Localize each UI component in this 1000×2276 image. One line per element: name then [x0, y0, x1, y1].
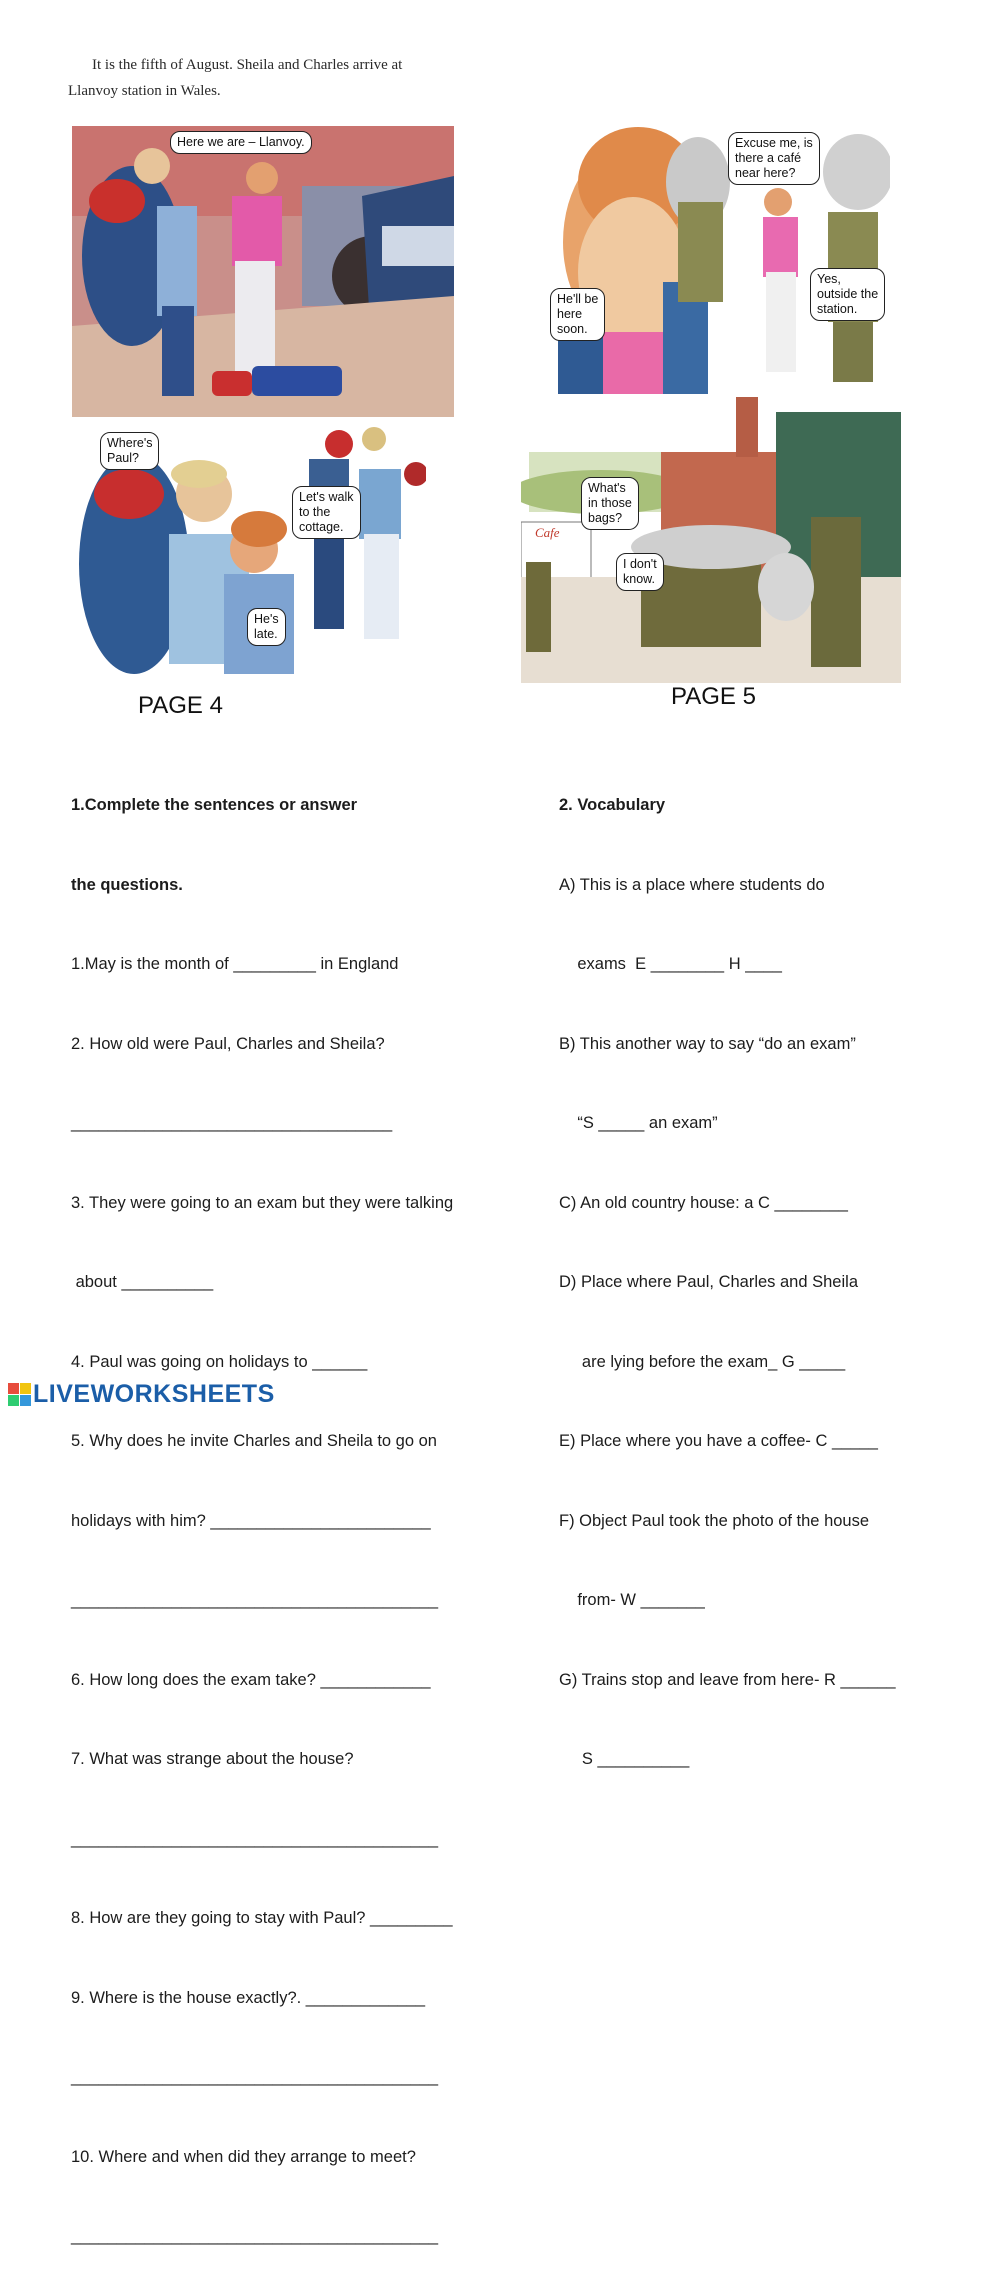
- vocab-line: are lying before the exam_ G _____: [559, 1352, 846, 1371]
- bubble-line: He's: [254, 612, 279, 626]
- speech-bubble: [616, 553, 664, 591]
- speech-bubble: [728, 132, 820, 185]
- bubble-line: late.: [254, 627, 278, 641]
- vocab-line: D) Place where Paul, Charles and Sheila: [559, 1273, 858, 1291]
- vocab-line: “S _____ an exam”: [559, 1114, 718, 1132]
- bubble-line: He'll be: [557, 292, 599, 306]
- intro-line-1: It is the fifth of August. Sheila and Charles arrive at: [92, 57, 403, 73]
- question-line: 10. Where and when did they arrange to meet?: [71, 2147, 416, 2166]
- bubble-line: outside the: [817, 287, 879, 301]
- bubble-line: bags?: [588, 511, 623, 525]
- question-line: about __________: [71, 1273, 214, 1291]
- question-line: holidays with him? ________________________: [71, 1511, 431, 1530]
- vocab-line: S __________: [559, 1750, 690, 1768]
- bubble-line: Yes,: [817, 272, 841, 286]
- intro-text: [68, 52, 488, 104]
- bubble-line: What's: [588, 481, 626, 495]
- bubble-line: near here?: [735, 166, 796, 180]
- bubble-line: to the: [299, 505, 331, 519]
- vocab-line: G) Trains stop and leave from here- R ______: [559, 1670, 896, 1689]
- speech-bubble: [292, 486, 361, 539]
- speech-bubble: [550, 288, 605, 341]
- comic-panel-bags: [521, 397, 901, 683]
- vocab-line: E) Place where you have a coffee- C _____: [559, 1432, 878, 1450]
- speech-bubble: [100, 432, 159, 470]
- question-line: 7. What was strange about the house?: [71, 1750, 354, 1768]
- speech-bubble: [581, 477, 639, 530]
- vocab-line: F) Object Paul took the photo of the house: [559, 1511, 870, 1530]
- question-line: 5. Why does he invite Charles and Sheila to go on: [71, 1432, 437, 1450]
- bubble-line: there a café: [735, 151, 802, 165]
- vocab-line: exams E ________ H ____: [559, 955, 782, 973]
- bags-illustration: [521, 397, 901, 683]
- question-line: 2. How old were Paul, Charles and Sheila?: [71, 1034, 385, 1053]
- speech-bubble: Here we are – Llanvoy.: [170, 131, 312, 154]
- bubble-line: Let's walk: [299, 490, 354, 504]
- bubble-line: here: [557, 307, 583, 321]
- section-comprehension: [71, 739, 516, 2276]
- bubble-line: Where's: [107, 436, 153, 450]
- speech-bubble: [810, 268, 885, 321]
- vocab-line: C) An old country house: a C ________: [559, 1193, 848, 1212]
- bubble-line: in those: [588, 496, 632, 510]
- section-heading: 1.Complete the sentences or answer: [71, 796, 358, 814]
- answer-blank[interactable]: ________________________________________: [71, 2068, 439, 2086]
- vocab-line: A) This is a place where students do: [559, 875, 825, 894]
- page-label-left: PAGE 4: [138, 692, 223, 719]
- logo-text: LIVEWORKSHEETS: [33, 1379, 275, 1408]
- answer-blank[interactable]: ________________________________________: [71, 2227, 439, 2245]
- bubble-line: know.: [623, 572, 655, 586]
- bubble-line: station.: [817, 302, 858, 316]
- question-line: 8. How are they going to stay with Paul? _________: [71, 1909, 453, 1927]
- section-heading: the questions.: [71, 875, 183, 894]
- bubble-line: I don't: [623, 557, 657, 571]
- vocab-line: B) This another way to say “do an exam”: [559, 1034, 856, 1053]
- bubble-line: soon.: [557, 322, 588, 336]
- page-label-right: PAGE 5: [671, 683, 756, 710]
- bubble-line: Paul?: [107, 451, 139, 465]
- section-heading: 2. Vocabulary: [559, 796, 666, 814]
- answer-blank[interactable]: ___________________________________: [71, 1114, 393, 1132]
- question-line: 4. Paul was going on holidays to ______: [71, 1352, 368, 1371]
- logo-grid-icon: [8, 1383, 31, 1406]
- intro-line-2: Llanvoy station in Wales.: [68, 83, 221, 99]
- comic-panel-excuse-me: [548, 122, 890, 394]
- arrival-illustration: [72, 126, 454, 417]
- speech-bubble: [247, 608, 286, 646]
- question-line: 9. Where is the house exactly?. _____________: [71, 1988, 426, 2007]
- answer-blank[interactable]: ________________________________________: [71, 1829, 439, 1848]
- question-line: 3. They were going to an exam but they were talking: [71, 1193, 454, 1212]
- liveworksheets-logo[interactable]: [8, 1381, 275, 1407]
- comic-panel-wheres-paul: [74, 424, 426, 678]
- vocab-line: from- W _______: [559, 1591, 705, 1609]
- section-vocabulary: [559, 739, 979, 1799]
- cafe-sign: Cafe: [535, 525, 560, 540]
- question-line: 6. How long does the exam take? ____________: [71, 1670, 431, 1689]
- answer-blank[interactable]: ________________________________________: [71, 1591, 439, 1609]
- excuse-me-illustration: [548, 122, 890, 394]
- question-line: 1.May is the month of _________ in England: [71, 955, 399, 973]
- bubble-line: Excuse me, is: [735, 136, 813, 150]
- comic-panel-arrival: [72, 126, 454, 417]
- bubble-line: cottage.: [299, 520, 344, 534]
